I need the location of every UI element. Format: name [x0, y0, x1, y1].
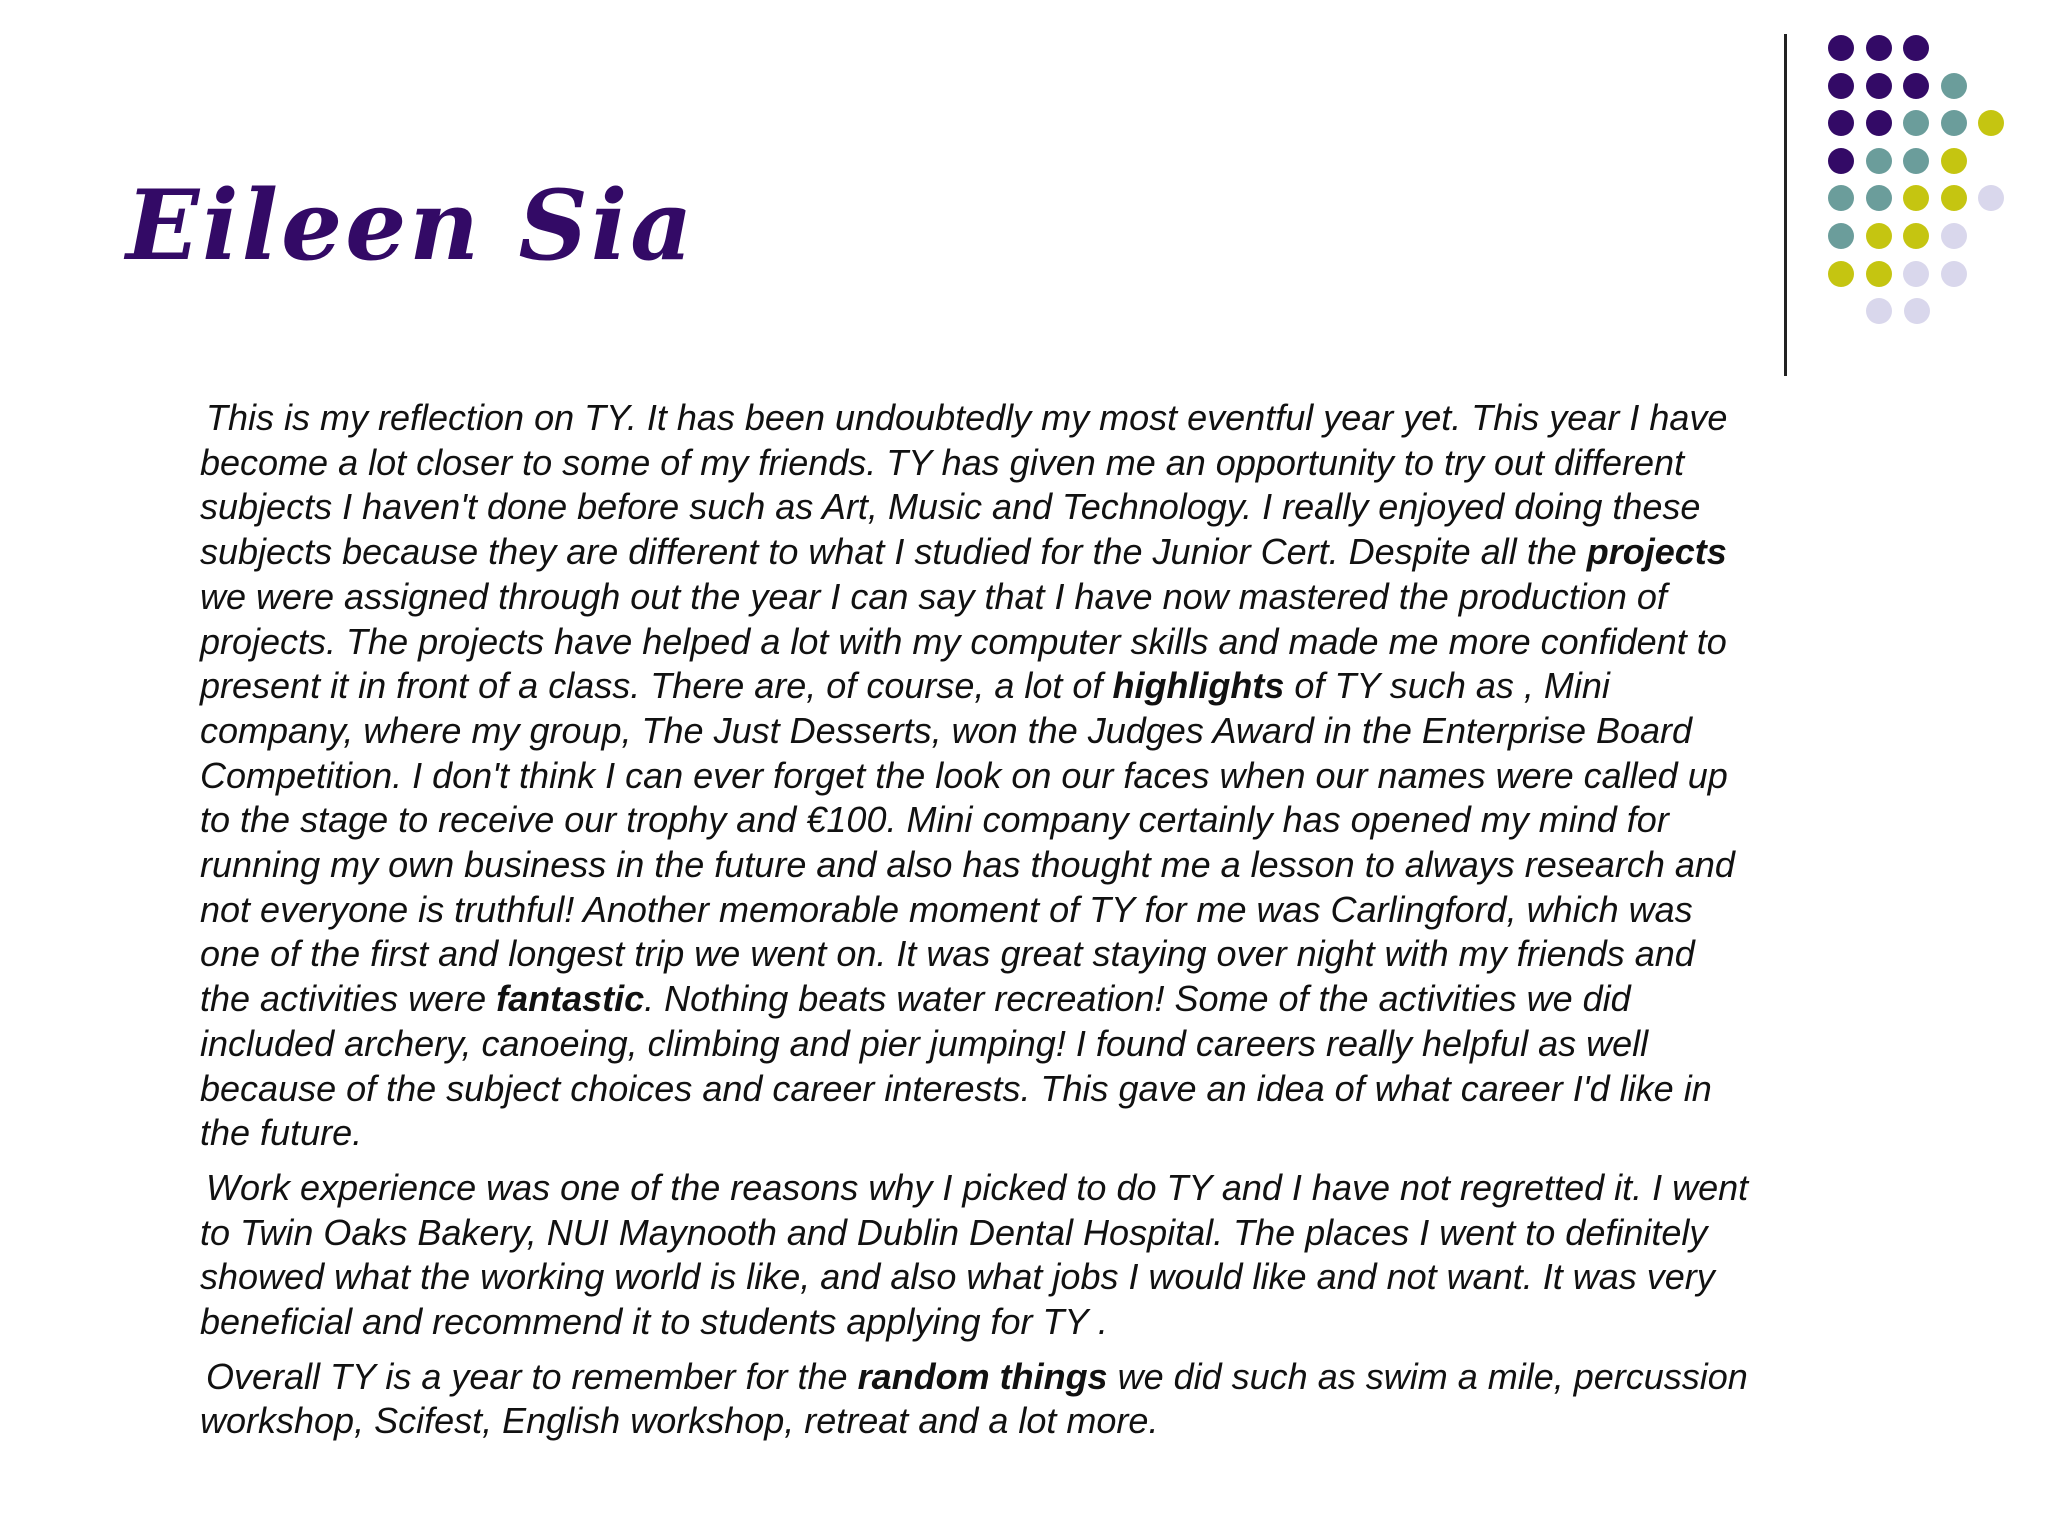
paragraph	[200, 396, 1940, 1156]
emphasized-word: highlights	[1112, 665, 1285, 707]
purple-dot	[1866, 110, 1892, 136]
purple-dot	[1866, 73, 1892, 99]
olive-dot	[1903, 185, 1929, 211]
text-line: projects. The projects have helped a lot with my computer skills and made me more confident to	[200, 620, 1727, 662]
text-line: to the stage to receive our trophy and €100. Mini company certainly has opened my mind for	[200, 799, 1669, 841]
text-line: because of the subject choices and career interests. This gave an idea of what career I'd like in	[200, 1067, 1712, 1109]
purple-dot	[1903, 73, 1929, 99]
teal-dot	[1903, 110, 1929, 136]
paragraph	[200, 1166, 1940, 1345]
text-line: one of the first and longest trip we went on. It was great staying over night with my friends and	[200, 933, 1695, 975]
olive-dot	[1828, 261, 1854, 287]
lavender-dot	[1941, 261, 1967, 287]
reflection-text	[200, 396, 1940, 1454]
emphasized-word: fantastic	[496, 978, 645, 1020]
olive-dot	[1941, 148, 1967, 174]
text-segment: present it in front of a class. There are, of course, a lot of	[200, 665, 1113, 707]
text-line: beneficial and recommend it to students applying for TY .	[200, 1301, 1108, 1343]
text-line: we were assigned through out the year I can say that I have now mastered the production of	[200, 575, 1667, 617]
lavender-dot	[1866, 298, 1892, 324]
text-line: Work experience was one of the reasons why I picked to do TY and I have not regretted it. I went	[206, 1166, 1749, 1208]
paragraph	[200, 1355, 1940, 1444]
teal-dot	[1828, 223, 1854, 249]
text-line: become a lot closer to some of my friends. TY has given me an opportunity to try out different	[200, 441, 1685, 483]
text-line	[200, 1355, 1940, 1400]
teal-dot	[1903, 148, 1929, 174]
text-line: workshop, Scifest, English workshop, retreat and a lot more.	[200, 1400, 1159, 1442]
text-line: company, where my group, The Just Desserts, won the Judges Award in the Enterprise Board	[200, 709, 1693, 751]
text-line	[200, 664, 1940, 709]
text-segment: subjects because they are different to what I studied for the Junior Cert. Despite all the	[200, 531, 1587, 573]
teal-dot	[1866, 148, 1892, 174]
text-line: subjects I haven't done before such as Art, Music and Technology. I really enjoyed doing these	[200, 486, 1701, 528]
text-line: to Twin Oaks Bakery, NUI Maynooth and Dublin Dental Hospital. The places I went to definitely	[200, 1211, 1708, 1253]
teal-dot	[1866, 185, 1892, 211]
text-line: showed what the working world is like, and also what jobs I would like and not want. It was very	[200, 1256, 1715, 1298]
teal-dot	[1941, 73, 1967, 99]
text-line	[200, 530, 1940, 575]
lavender-dot	[1904, 298, 1930, 324]
text-segment: . Nothing beats water recreation! Some of the activities we did	[644, 978, 1631, 1020]
olive-dot	[1866, 261, 1892, 287]
emphasized-word: projects	[1586, 531, 1727, 573]
teal-dot	[1828, 185, 1854, 211]
purple-dot	[1828, 73, 1854, 99]
text-segment: we did such as swim a mile, percussion	[1107, 1355, 1748, 1397]
text-line: This is my reflection on TY. It has been undoubtedly my most eventful year yet. This year I have	[206, 397, 1728, 438]
text-segment: Overall TY is a year to remember for the	[206, 1355, 858, 1397]
text-line: the future.	[200, 1112, 363, 1154]
text-segment: of TY such as , Mini	[1284, 665, 1610, 707]
lavender-dot	[1903, 261, 1929, 287]
text-segment: the activities were	[200, 978, 497, 1020]
text-line	[200, 977, 1940, 1022]
text-line: not everyone is truthful! Another memorable moment of TY for me was Carlingford, which was	[200, 888, 1693, 930]
olive-dot	[1978, 110, 2004, 136]
teal-dot	[1941, 110, 1967, 136]
text-line: Competition. I don't think I can ever forget the look on our faces when our names were called up	[200, 754, 1728, 796]
purple-dot	[1828, 35, 1854, 61]
text-line: running my own business in the future and also has thought me a lesson to always research and	[200, 844, 1735, 886]
purple-dot	[1903, 35, 1929, 61]
emphasized-word: random things	[857, 1355, 1108, 1397]
olive-dot	[1903, 223, 1929, 249]
lavender-dot	[1941, 223, 1967, 249]
olive-dot	[1941, 185, 1967, 211]
purple-dot	[1866, 35, 1892, 61]
purple-dot	[1828, 148, 1854, 174]
text-line: included archery, canoeing, climbing and pier jumping! I found careers really helpful as well	[200, 1022, 1649, 1064]
purple-dot	[1828, 110, 1854, 136]
lavender-dot	[1978, 185, 2004, 211]
decorative-dot-grid	[0, 0, 2048, 400]
olive-dot	[1866, 223, 1892, 249]
slide-title: Eileen Sia	[126, 169, 696, 282]
